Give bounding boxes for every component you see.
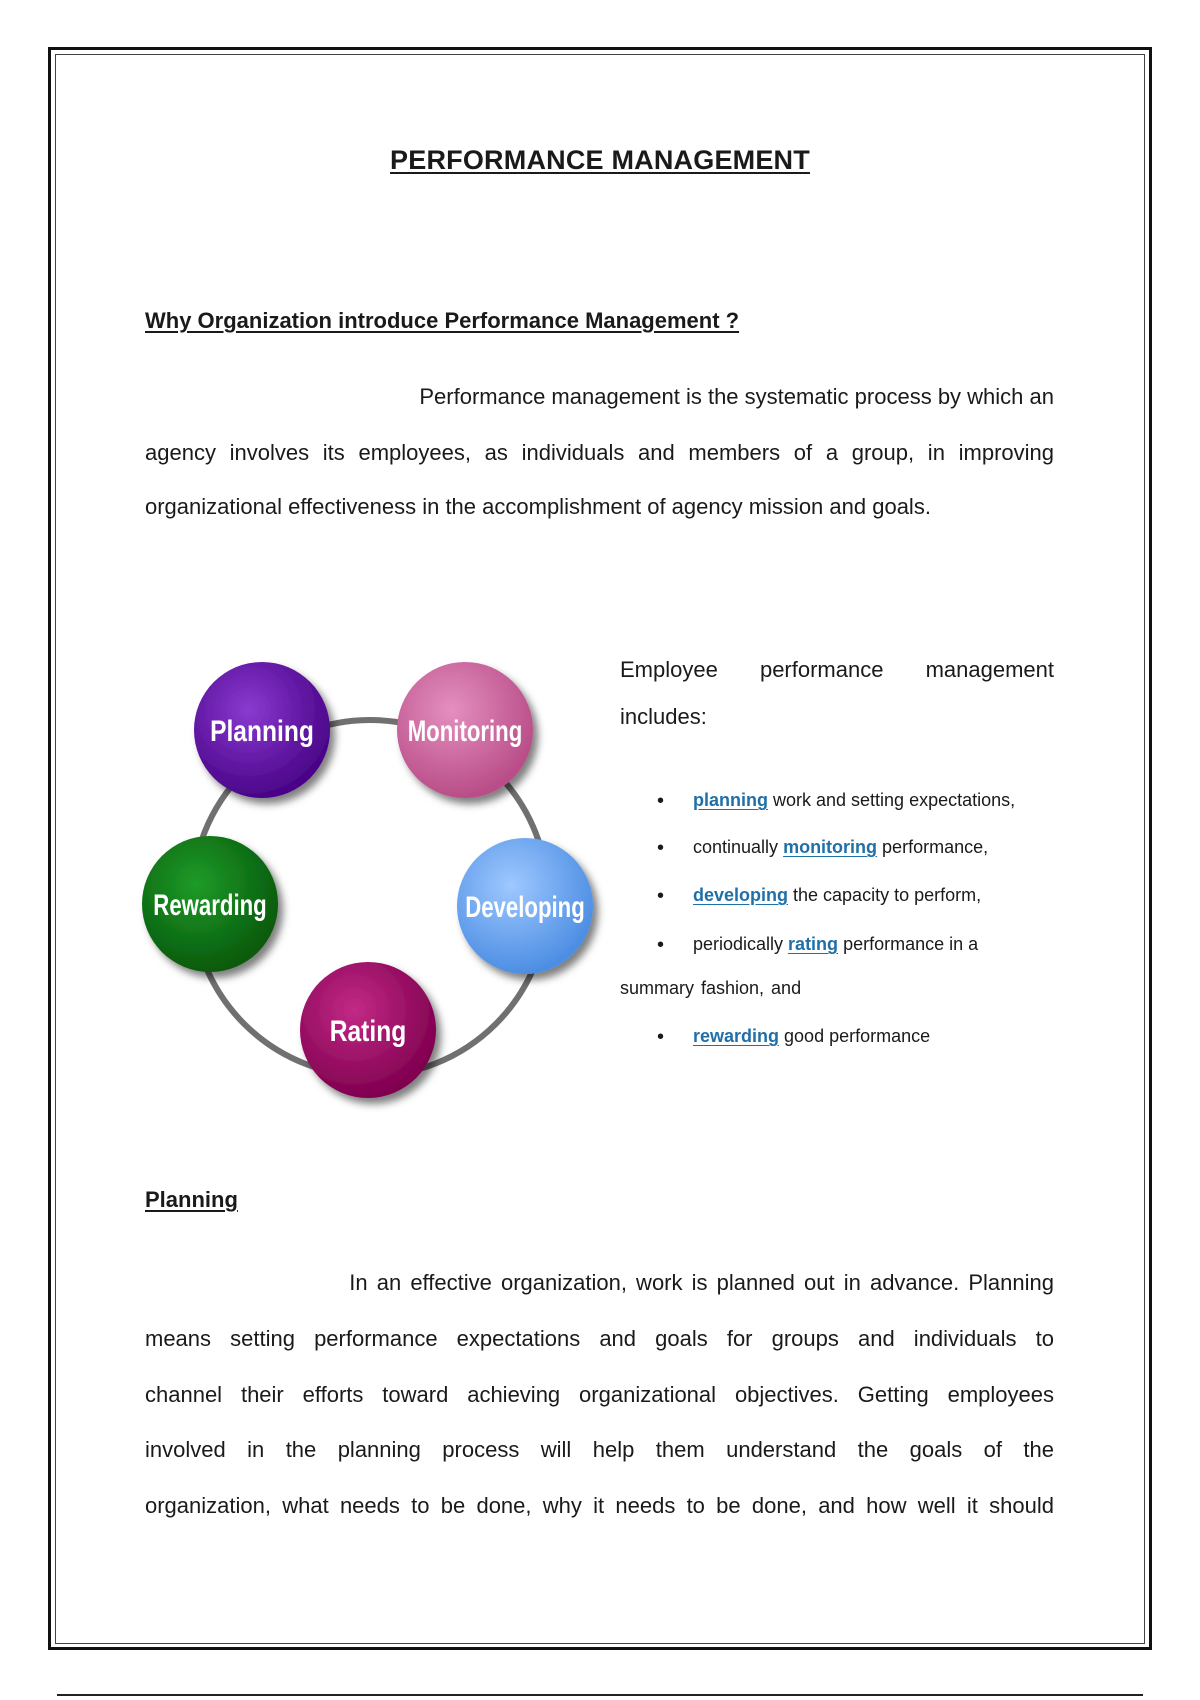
- paragraph-line: involved in the planning process will help them understand the goals of the: [145, 1437, 1054, 1462]
- bullet-icon: •: [657, 790, 665, 812]
- paragraph-line: channel their efforts toward achieving organizational objectives. Getting employees: [145, 1382, 1054, 1407]
- list-item-continuation: summary fashion, and: [620, 978, 802, 998]
- list-item-text: [693, 837, 988, 858]
- link-developing[interactable]: developing: [693, 885, 789, 905]
- bullet-icon: •: [657, 934, 665, 956]
- monitoring-label: Monitoring: [407, 713, 523, 748]
- paragraph-line: Performance management is the systematic process by which an: [419, 384, 1054, 409]
- link-planning[interactable]: planning: [693, 790, 768, 810]
- paragraph-line: means setting performance expectations and goals for groups and individuals to: [145, 1326, 1054, 1351]
- link-rewarding[interactable]: rewarding: [693, 1026, 780, 1046]
- section-heading-planning: Planning: [145, 1187, 238, 1212]
- developing-label: Developing: [465, 889, 585, 924]
- list-item-pre: periodically: [693, 934, 789, 954]
- list-item-pre: continually: [693, 837, 784, 857]
- page-title-text: PERFORMANCE MANAGEMENT: [390, 145, 810, 175]
- rewarding-label: Rewarding: [153, 887, 267, 922]
- bullet-icon: •: [657, 837, 665, 859]
- page-title: [0, 145, 1200, 176]
- section-heading-why: Why Organization introduce Performance Management ?: [145, 308, 740, 333]
- list-item-text: [693, 885, 981, 906]
- paragraph-line: agency involves its employees, as individuals and members of a group, in improving: [145, 440, 1054, 465]
- performance-cycle-diagram: [140, 650, 610, 1120]
- bullet-icon: •: [657, 1026, 665, 1048]
- includes-intro-line2: includes:: [620, 704, 707, 729]
- stage-rating: [300, 962, 436, 1098]
- stage-developing: [457, 838, 593, 974]
- link-monitoring[interactable]: monitoring: [783, 837, 878, 857]
- list-item-post: good performance: [779, 1026, 931, 1046]
- planning-label: Planning: [210, 713, 314, 748]
- list-item-post: performance,: [877, 837, 989, 857]
- stage-planning: [194, 662, 330, 798]
- paragraph-line: organization, what needs to be done, why it needs to be done, and how well it should: [145, 1493, 1054, 1518]
- paragraph-line: organizational effectiveness in the accomplishment of agency mission and goals.: [145, 494, 931, 519]
- list-item-text: [693, 1026, 930, 1047]
- list-item-text: [693, 790, 1015, 811]
- list-item-post: performance in a: [838, 934, 979, 954]
- list-item-post: work and setting expectations,: [768, 790, 1016, 810]
- list-item-text: [693, 934, 978, 955]
- stage-rewarding: [142, 836, 278, 972]
- paragraph-line: In an effective organization, work is planned out in advance. Planning: [349, 1270, 1054, 1295]
- link-rating[interactable]: rating: [788, 934, 839, 954]
- footer-rule: [57, 1694, 1143, 1696]
- bullet-icon: •: [657, 885, 665, 907]
- rating-label: Rating: [329, 1013, 407, 1048]
- includes-intro-line1: Employee performance management: [620, 657, 1054, 682]
- stage-monitoring: [397, 662, 533, 798]
- list-item-post: the capacity to perform,: [788, 885, 982, 905]
